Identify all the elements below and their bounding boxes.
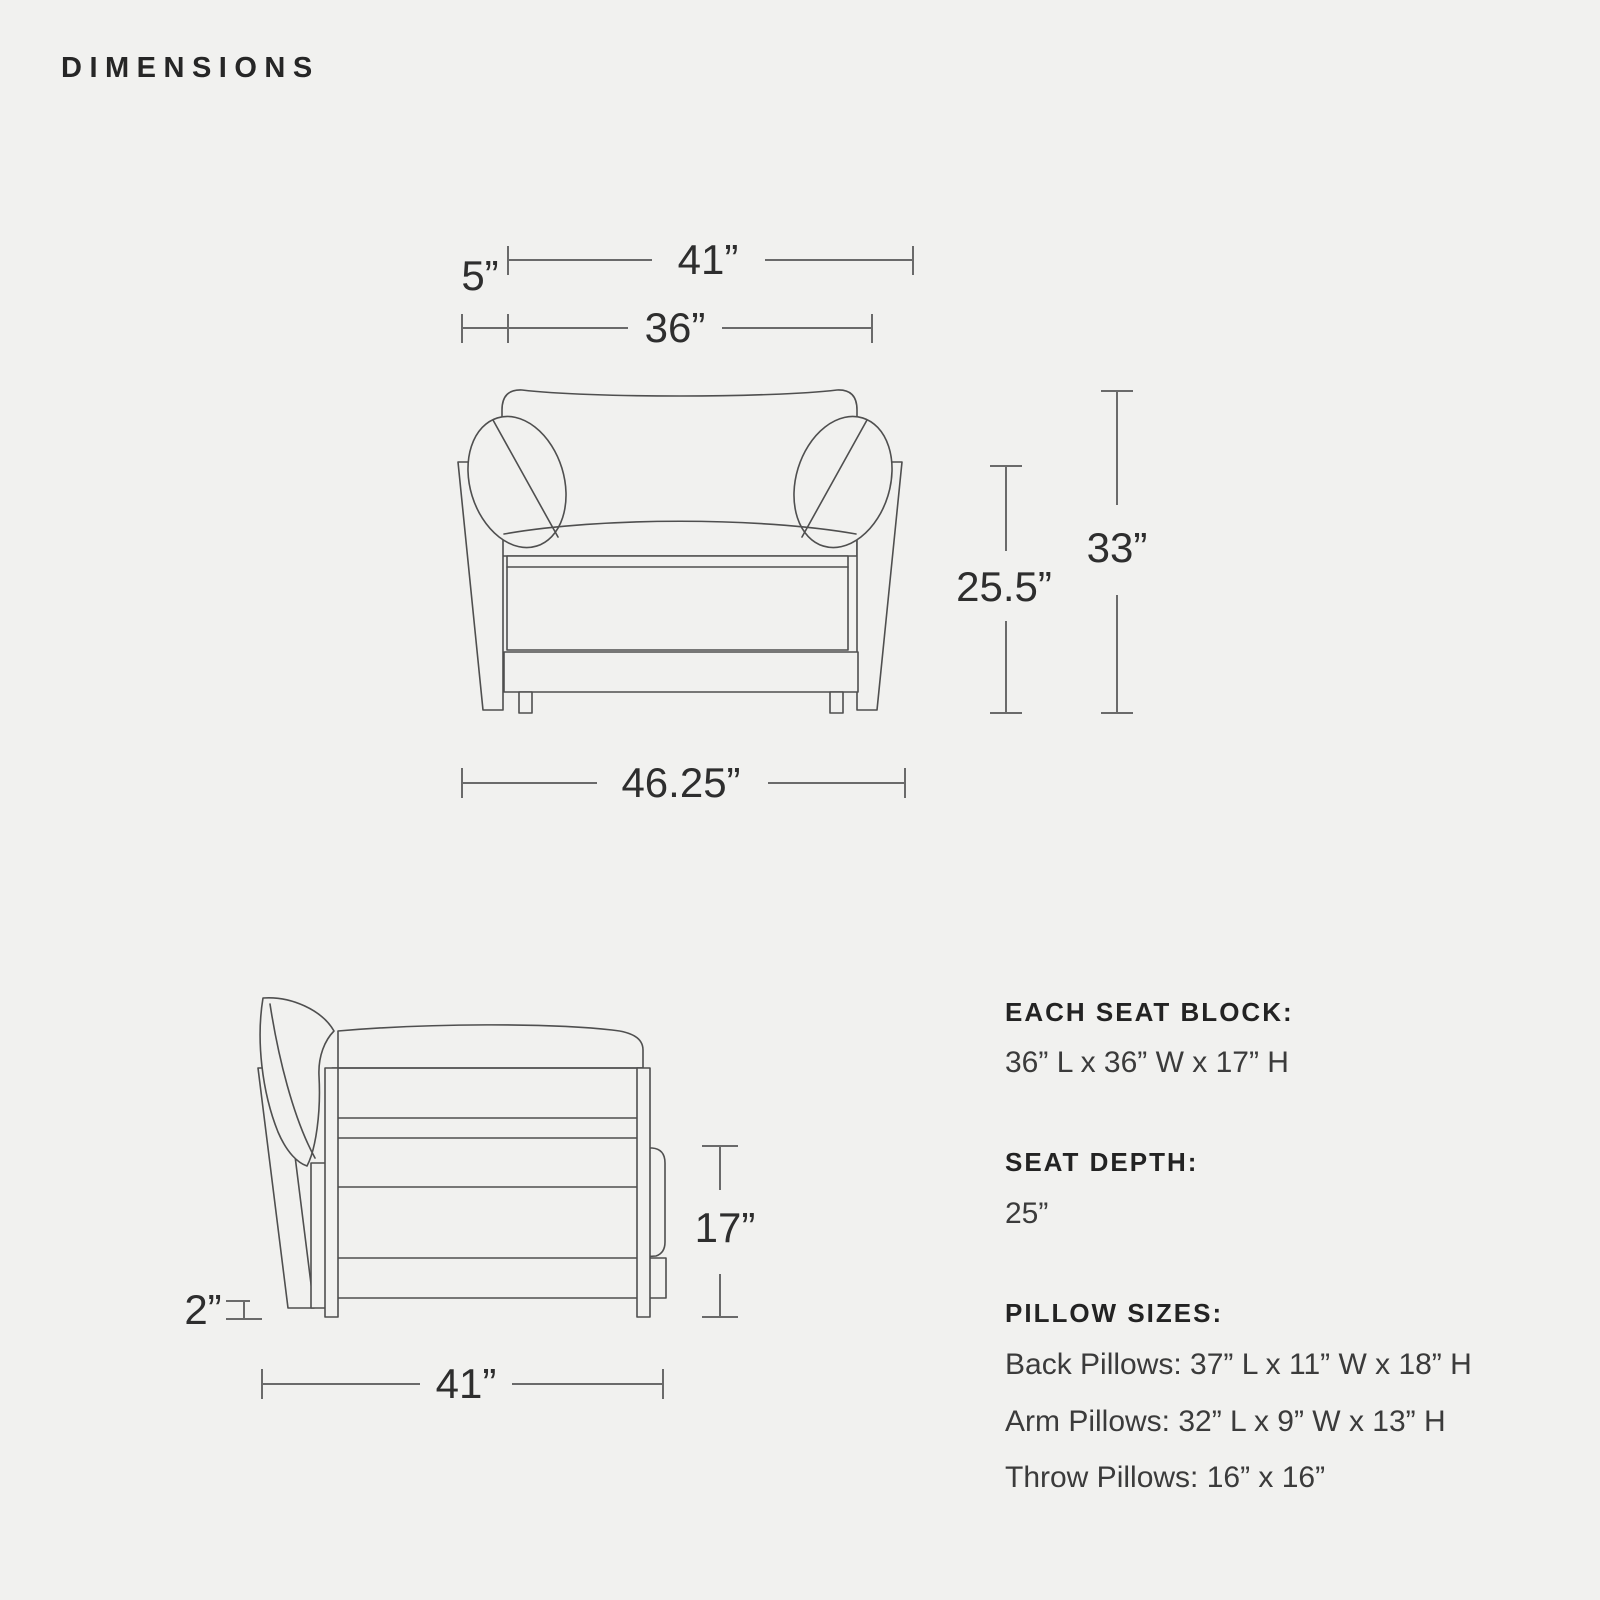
side-view-dimension-labels bbox=[184, 1204, 755, 1407]
spec-line-seat-depth: 25” bbox=[1005, 1197, 1049, 1230]
spec-line-seat-block: 36” L x 36” W x 17” H bbox=[1005, 1046, 1289, 1079]
side-dim-overall-depth: 41” bbox=[435, 1360, 497, 1407]
spec-heading-pillow-sizes: PILLOW SIZES: bbox=[1005, 1298, 1224, 1328]
side-dim-seat-block-height: 17” bbox=[694, 1204, 756, 1251]
front-dim-overall-back-width: 41” bbox=[677, 236, 739, 283]
page-title: DIMENSIONS bbox=[61, 52, 320, 84]
front-dim-arm-height: 25.5” bbox=[956, 563, 1052, 610]
side-rear-post bbox=[637, 1068, 650, 1317]
side-front-post bbox=[325, 1068, 338, 1317]
spec-line-back-pillows: Back Pillows: 37” L x 11” W x 18” H bbox=[1005, 1348, 1472, 1381]
front-view-drawing bbox=[452, 390, 907, 713]
side-view-drawing bbox=[258, 998, 666, 1317]
front-seat-base bbox=[507, 556, 848, 650]
side-dim-leg-height: 2” bbox=[184, 1286, 222, 1333]
front-dim-overall-width: 46.25” bbox=[621, 759, 741, 806]
front-dim-seat-width: 36” bbox=[644, 304, 706, 351]
side-frame-outline bbox=[332, 1068, 643, 1298]
spec-line-throw-pillows: Throw Pillows: 16” x 16” bbox=[1005, 1461, 1326, 1494]
spec-heading-seat-block: EACH SEAT BLOCK: bbox=[1005, 997, 1294, 1027]
side-back-top-roll bbox=[338, 1025, 643, 1068]
front-dim-arm-width: 5” bbox=[461, 252, 499, 299]
front-dim-overall-height: 33” bbox=[1086, 524, 1148, 571]
front-bottom-rail bbox=[504, 652, 858, 692]
front-left-foot bbox=[519, 692, 532, 713]
spec-heading-seat-depth: SEAT DEPTH: bbox=[1005, 1147, 1199, 1177]
spec-line-arm-pillows: Arm Pillows: 32” L x 9” W x 13” H bbox=[1005, 1405, 1446, 1438]
front-right-foot bbox=[830, 692, 843, 713]
